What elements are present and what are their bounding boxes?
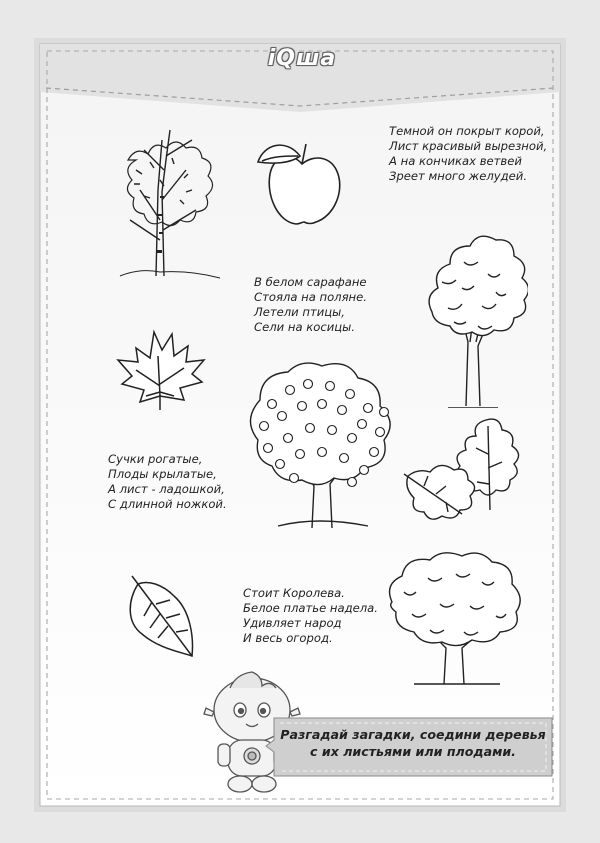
birch-leaf-illustration [122, 570, 202, 660]
riddle-birch: В белом сарафане Стояла на поляне. Летели птицы, Сели на косицы. [254, 275, 367, 334]
birch-tree-illustration [100, 100, 228, 280]
apple-illustration [252, 134, 352, 234]
maple-leaf-illustration [110, 326, 210, 416]
deciduous-tree-illustration [384, 552, 530, 686]
instruction-text: Разгадай загадки, соедини деревья с их листьями или плодами. [280, 727, 546, 759]
riddle-oak: Темной он покрыт корой, Лист красивый вырезной, А на кончиках ветвей Зреет много желудей. [389, 124, 548, 183]
brand-logo: iQша [267, 46, 337, 71]
oak-tree-illustration [418, 222, 528, 408]
riddle-apple-tree: Стоит Королева. Белое платье надела. Удивляет народ И весь огород. [243, 586, 378, 645]
riddle-maple: Сучки рогатые, Плоды крылатые, А лист - ладошкой, С длинной ножкой. [108, 452, 227, 511]
apple-tree-illustration [238, 360, 408, 532]
oak-leaves-illustration [402, 414, 528, 530]
